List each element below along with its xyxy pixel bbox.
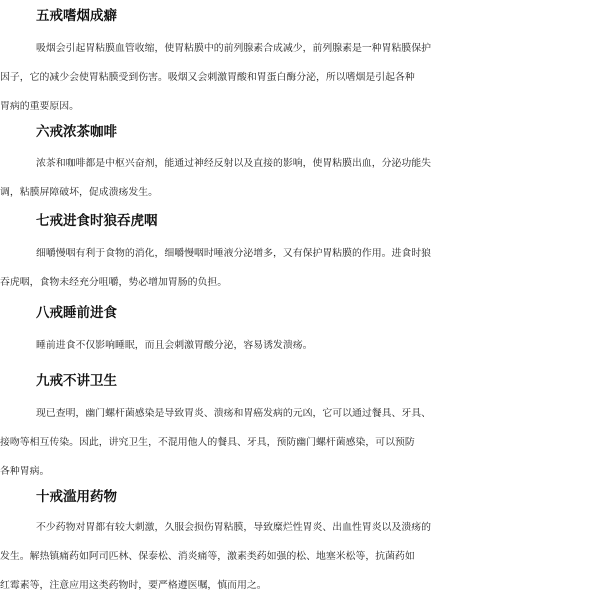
paragraph-line: 细嚼慢咽有利于食物的消化，细嚼慢咽时唾液分泌增多，又有保护胃粘膜的作用。进食时狼 [36, 248, 432, 259]
section-heading: 六戒浓茶咖啡 [36, 124, 117, 140]
section-heading: 十戒滥用药物 [36, 489, 117, 505]
paragraph-line: 胃病的重要原因。 [0, 101, 80, 112]
section-paragraph [0, 34, 604, 121]
section-heading: 九戒不讲卫生 [36, 373, 117, 389]
section-heading: 七戒进食时狼吞虎咽 [36, 213, 158, 229]
section-heading: 五戒嗜烟成癖 [36, 8, 117, 24]
paragraph-line: 吞虎咽，食物未经充分咀嚼，势必增加胃肠的负担。 [0, 277, 228, 288]
paragraph-line: 浓茶和咖啡都是中枢兴奋剂，能通过神经反射以及直接的影响，使胃粘膜出血，分泌功能失 [36, 158, 432, 169]
paragraph-line: 接吻等相互传染。因此，讲究卫生，不混用他人的餐具、牙具，预防幽门螺杆菌感染，可以预防 [0, 437, 415, 448]
section-paragraph [0, 331, 604, 360]
paragraph-line: 各种胃病。 [0, 466, 50, 477]
paragraph-line: 不少药物对胃都有较大刺激，久服会损伤胃粘膜，导致糜烂性胃炎、出血性胃炎以及溃疡的 [36, 522, 432, 533]
section-paragraph [0, 239, 604, 297]
section-paragraph [0, 149, 604, 207]
paragraph-line: 因子，它的减少会使胃粘膜受到伤害。吸烟又会刺激胃酸和胃蛋白酶分泌，所以嗜烟是引起各种 [0, 72, 415, 83]
paragraph-line: 红霉素等，注意应用这类药物时，要严格遵医嘱，慎而用之。 [0, 580, 267, 591]
paragraph-line: 吸烟会引起胃粘膜血管收缩，使胃粘膜中的前列腺素合成减少，前列腺素是一种胃粘膜保护 [36, 43, 432, 54]
paragraph-line: 发生。解热镇痛药如阿司匹林、保泰松、消炎痛等，激素类药如强的松、地塞米松等，抗菌药如 [0, 551, 415, 562]
section-heading: 八戒睡前进食 [36, 305, 117, 321]
section-paragraph [0, 399, 604, 486]
paragraph-line: 睡前进食不仅影响睡眠，而且会刺激胃酸分泌，容易诱发溃疡。 [36, 340, 313, 351]
paragraph-line: 调，粘膜屏障破坏，促成溃疡发生。 [0, 187, 159, 198]
section-paragraph [0, 513, 604, 600]
paragraph-line: 现已查明，幽门螺杆菌感染是导致胃炎、溃疡和胃癌发病的元凶，它可以通过餐具、牙具、 [36, 408, 432, 419]
